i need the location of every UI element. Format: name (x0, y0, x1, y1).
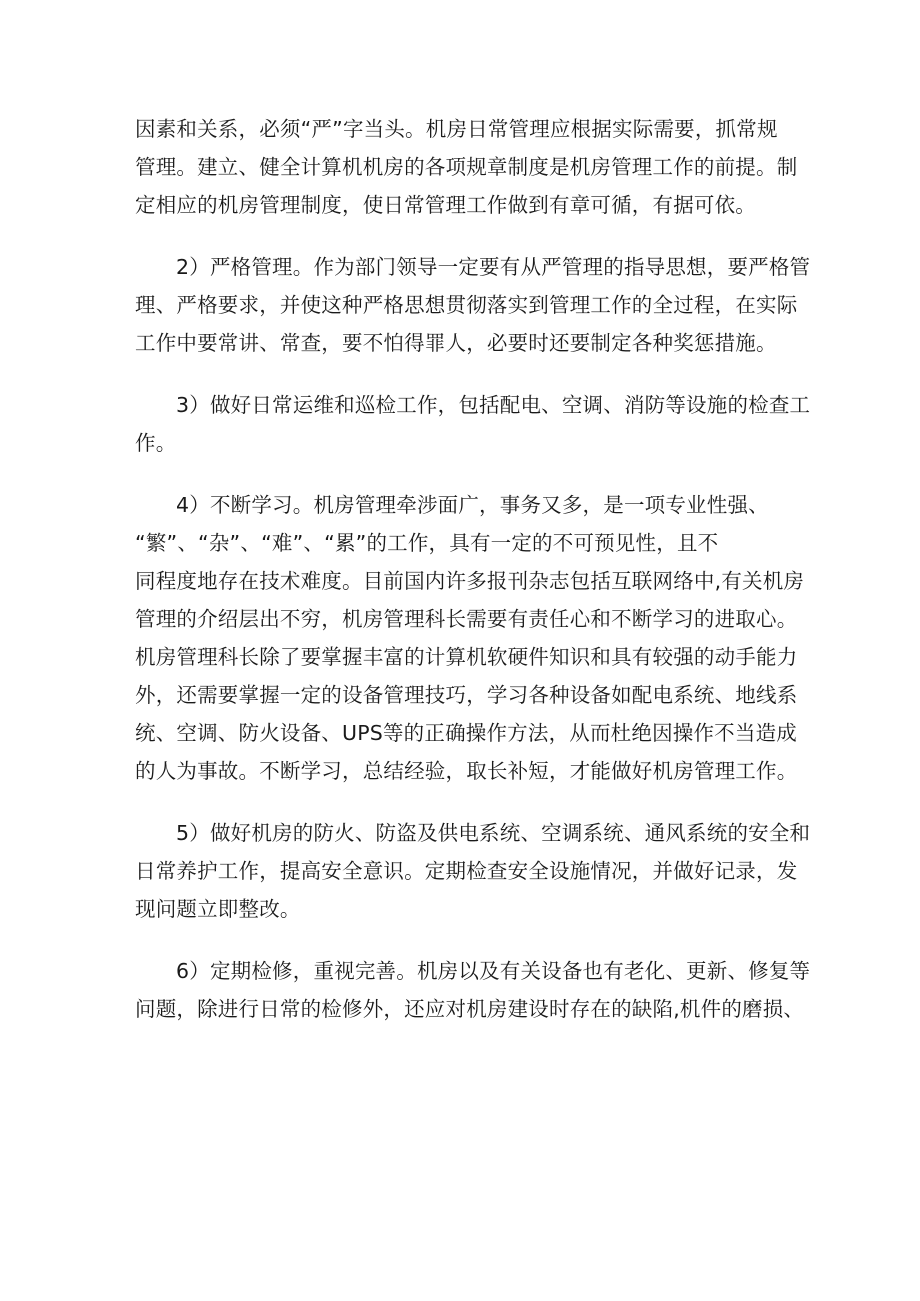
paragraph-line: 定相应的机房管理制度，使日常管理工作做到有章可循，有据可依。 (135, 193, 756, 217)
paragraph-line: 管理的介绍层出不穷，机房管理科长需要有责任心和不断学习的进取心。 (135, 607, 798, 631)
paragraph-5 (135, 814, 811, 928)
paragraph-line: 5）做好机房的防火、防盗及供电系统、空调系统、通风系统的安全和 (176, 821, 811, 845)
paragraph-6 (135, 952, 811, 1028)
paragraph-line: 2）严格管理。作为部门领导一定要有从严管理的指导思想，要严格管 (176, 255, 811, 279)
paragraph-line: 3）做好日常运维和巡检工作，包括配电、空调、消防等设施的检查工 (176, 393, 811, 417)
paragraph-4 (135, 486, 805, 790)
paragraph-line: 管理。建立、健全计算机机房的各项规章制度是机房管理工作的前提。制 (135, 155, 798, 179)
document-page (135, 110, 811, 1052)
paragraph-line: 机房管理科长除了要掌握丰富的计算机软硬件知识和具有较强的动手能力 (135, 645, 798, 669)
paragraph-line: 同程度地存在技术难度。目前国内许多报刊杂志包括互联网络中,有关机房 (135, 569, 805, 593)
paragraph-line: 外，还需要掌握一定的设备管理技巧，学习各种设备如配电系统、地线系 (135, 683, 798, 707)
paragraph-line: 现问题立即整改。 (135, 897, 301, 921)
paragraph-line: 6）定期检修，重视完善。机房以及有关设备也有老化、更新、修复等 (176, 959, 811, 983)
paragraph-3 (135, 386, 811, 462)
paragraph-line: 因素和关系，必须“严”字当头。机房日常管理应根据实际需要，抓常规 (135, 117, 778, 141)
paragraph-2 (135, 248, 811, 362)
paragraph-line: “繁”、“杂”、“难”、“累”的工作，具有一定的不可预见性，且不 (135, 531, 719, 555)
paragraph-line: 理、严格要求，并使这种严格思想贯彻落实到管理工作的全过程，在实际 (135, 293, 798, 317)
paragraph-line: 作。 (135, 431, 177, 455)
paragraph-line: 统、空调、防火设备、UPS等的正确操作方法，从而杜绝因操作不当造成 (135, 721, 797, 745)
paragraph-line: 日常养护工作，提高安全意识。定期检查安全设施情况，并做好记录，发 (135, 859, 798, 883)
paragraph-line: 的人为事故。不断学习，总结经验，取长补短，才能做好机房管理工作。 (135, 759, 798, 783)
paragraph-line: 问题，除进行日常的检修外，还应对机房建设时存在的缺陷,机件的磨损、 (135, 997, 805, 1021)
paragraph-line: 4）不断学习。机房管理牵涉面广，事务又多，是一项专业性强、 (176, 493, 769, 517)
paragraph-1 (135, 110, 798, 224)
paragraph-line: 工作中要常讲、常查，要不怕得罪人，必要时还要制定各种奖惩措施。 (135, 331, 777, 355)
